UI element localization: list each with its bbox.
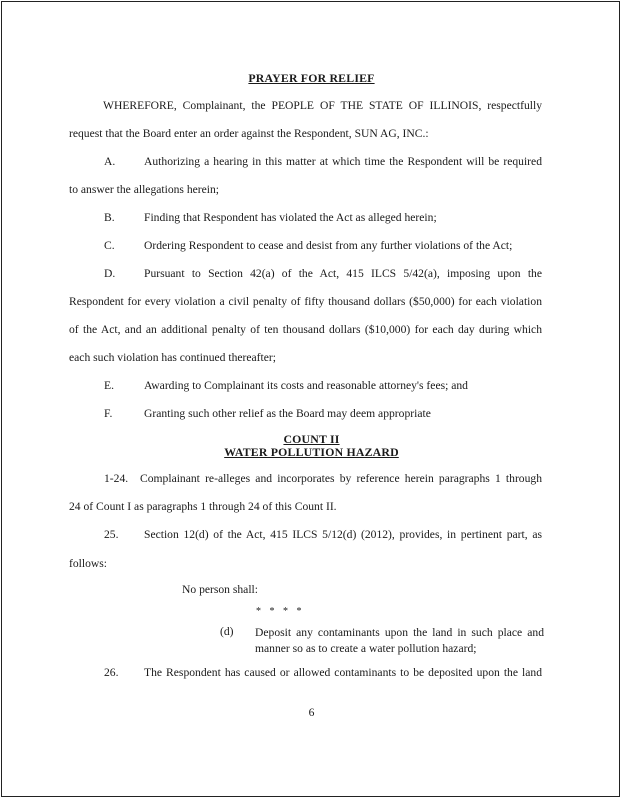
paragraph-text: The Respondent has caused or allowed contaminants to be deposited upon the land [144, 666, 542, 679]
item-text: Ordering Respondent to cease and desist from any further violations of the Act; [144, 239, 513, 252]
paragraph-number: 25. [104, 528, 119, 541]
paragraph-text: follows: [69, 557, 108, 570]
quote-text: Deposit any contaminants upon the land in such place and manner so as to create a water pollution hazard; [255, 626, 544, 655]
item-text: each such violation has continued thereafter; [69, 351, 276, 364]
quote-letter: (d) [220, 625, 234, 638]
wherefore-line-2: request that the Board enter an order against the Respondent, SUN AG, INC.: [69, 127, 429, 140]
paragraph-text: Section 12(d) of the Act, 415 ILCS 5/12(d) (2012), provides, in pertinent part, as [144, 528, 542, 541]
item-text: Respondent for every violation a civil penalty of fifty thousand dollars ($50,000) for each violation [69, 295, 542, 308]
item-text: Awarding to Complainant its costs and reasonable attorney's fees; and [144, 379, 468, 392]
item-text: Pursuant to Section 42(a) of the Act, 415 ILCS 5/42(a), imposing upon the [144, 267, 542, 280]
item-letter: A. [104, 155, 116, 168]
item-text: Finding that Respondent has violated the Act as alleged herein; [144, 211, 437, 224]
page-number: 6 [308, 706, 315, 719]
item-letter: E. [104, 379, 114, 392]
paragraph-number: 1-24. [104, 472, 129, 485]
item-letter: D. [104, 267, 116, 280]
item-text: of the Act, and an additional penalty of ten thousand dollars ($10,000) for each day during which [69, 323, 542, 336]
item-text: Granting such other relief as the Board may deem appropriate [144, 407, 431, 420]
prayer-heading: PRAYER FOR RELIEF [248, 71, 375, 85]
paragraph-text: 24 of Count I as paragraphs 1 through 24 of this Count II. [69, 500, 337, 513]
quote-intro: No person shall: [182, 583, 258, 596]
ellipsis-stars: * * * * [256, 606, 305, 617]
wherefore-line-1: WHEREFORE, Complainant, the PEOPLE OF THE STATE OF ILLINOIS, respectfully [103, 99, 542, 112]
item-text: to answer the allegations herein; [69, 183, 220, 196]
item-letter: B. [104, 211, 115, 224]
count-number: COUNT II [283, 432, 340, 446]
item-text: Authorizing a hearing in this matter at which time the Respondent will be required [144, 155, 542, 168]
count-title: WATER POLLUTION HAZARD [224, 445, 399, 459]
paragraph-text: Complainant re-alleges and incorporates by reference herein paragraphs 1 through [140, 472, 542, 485]
paragraph-number: 26. [104, 666, 119, 679]
item-letter: F. [104, 407, 113, 420]
item-letter: C. [104, 239, 115, 252]
